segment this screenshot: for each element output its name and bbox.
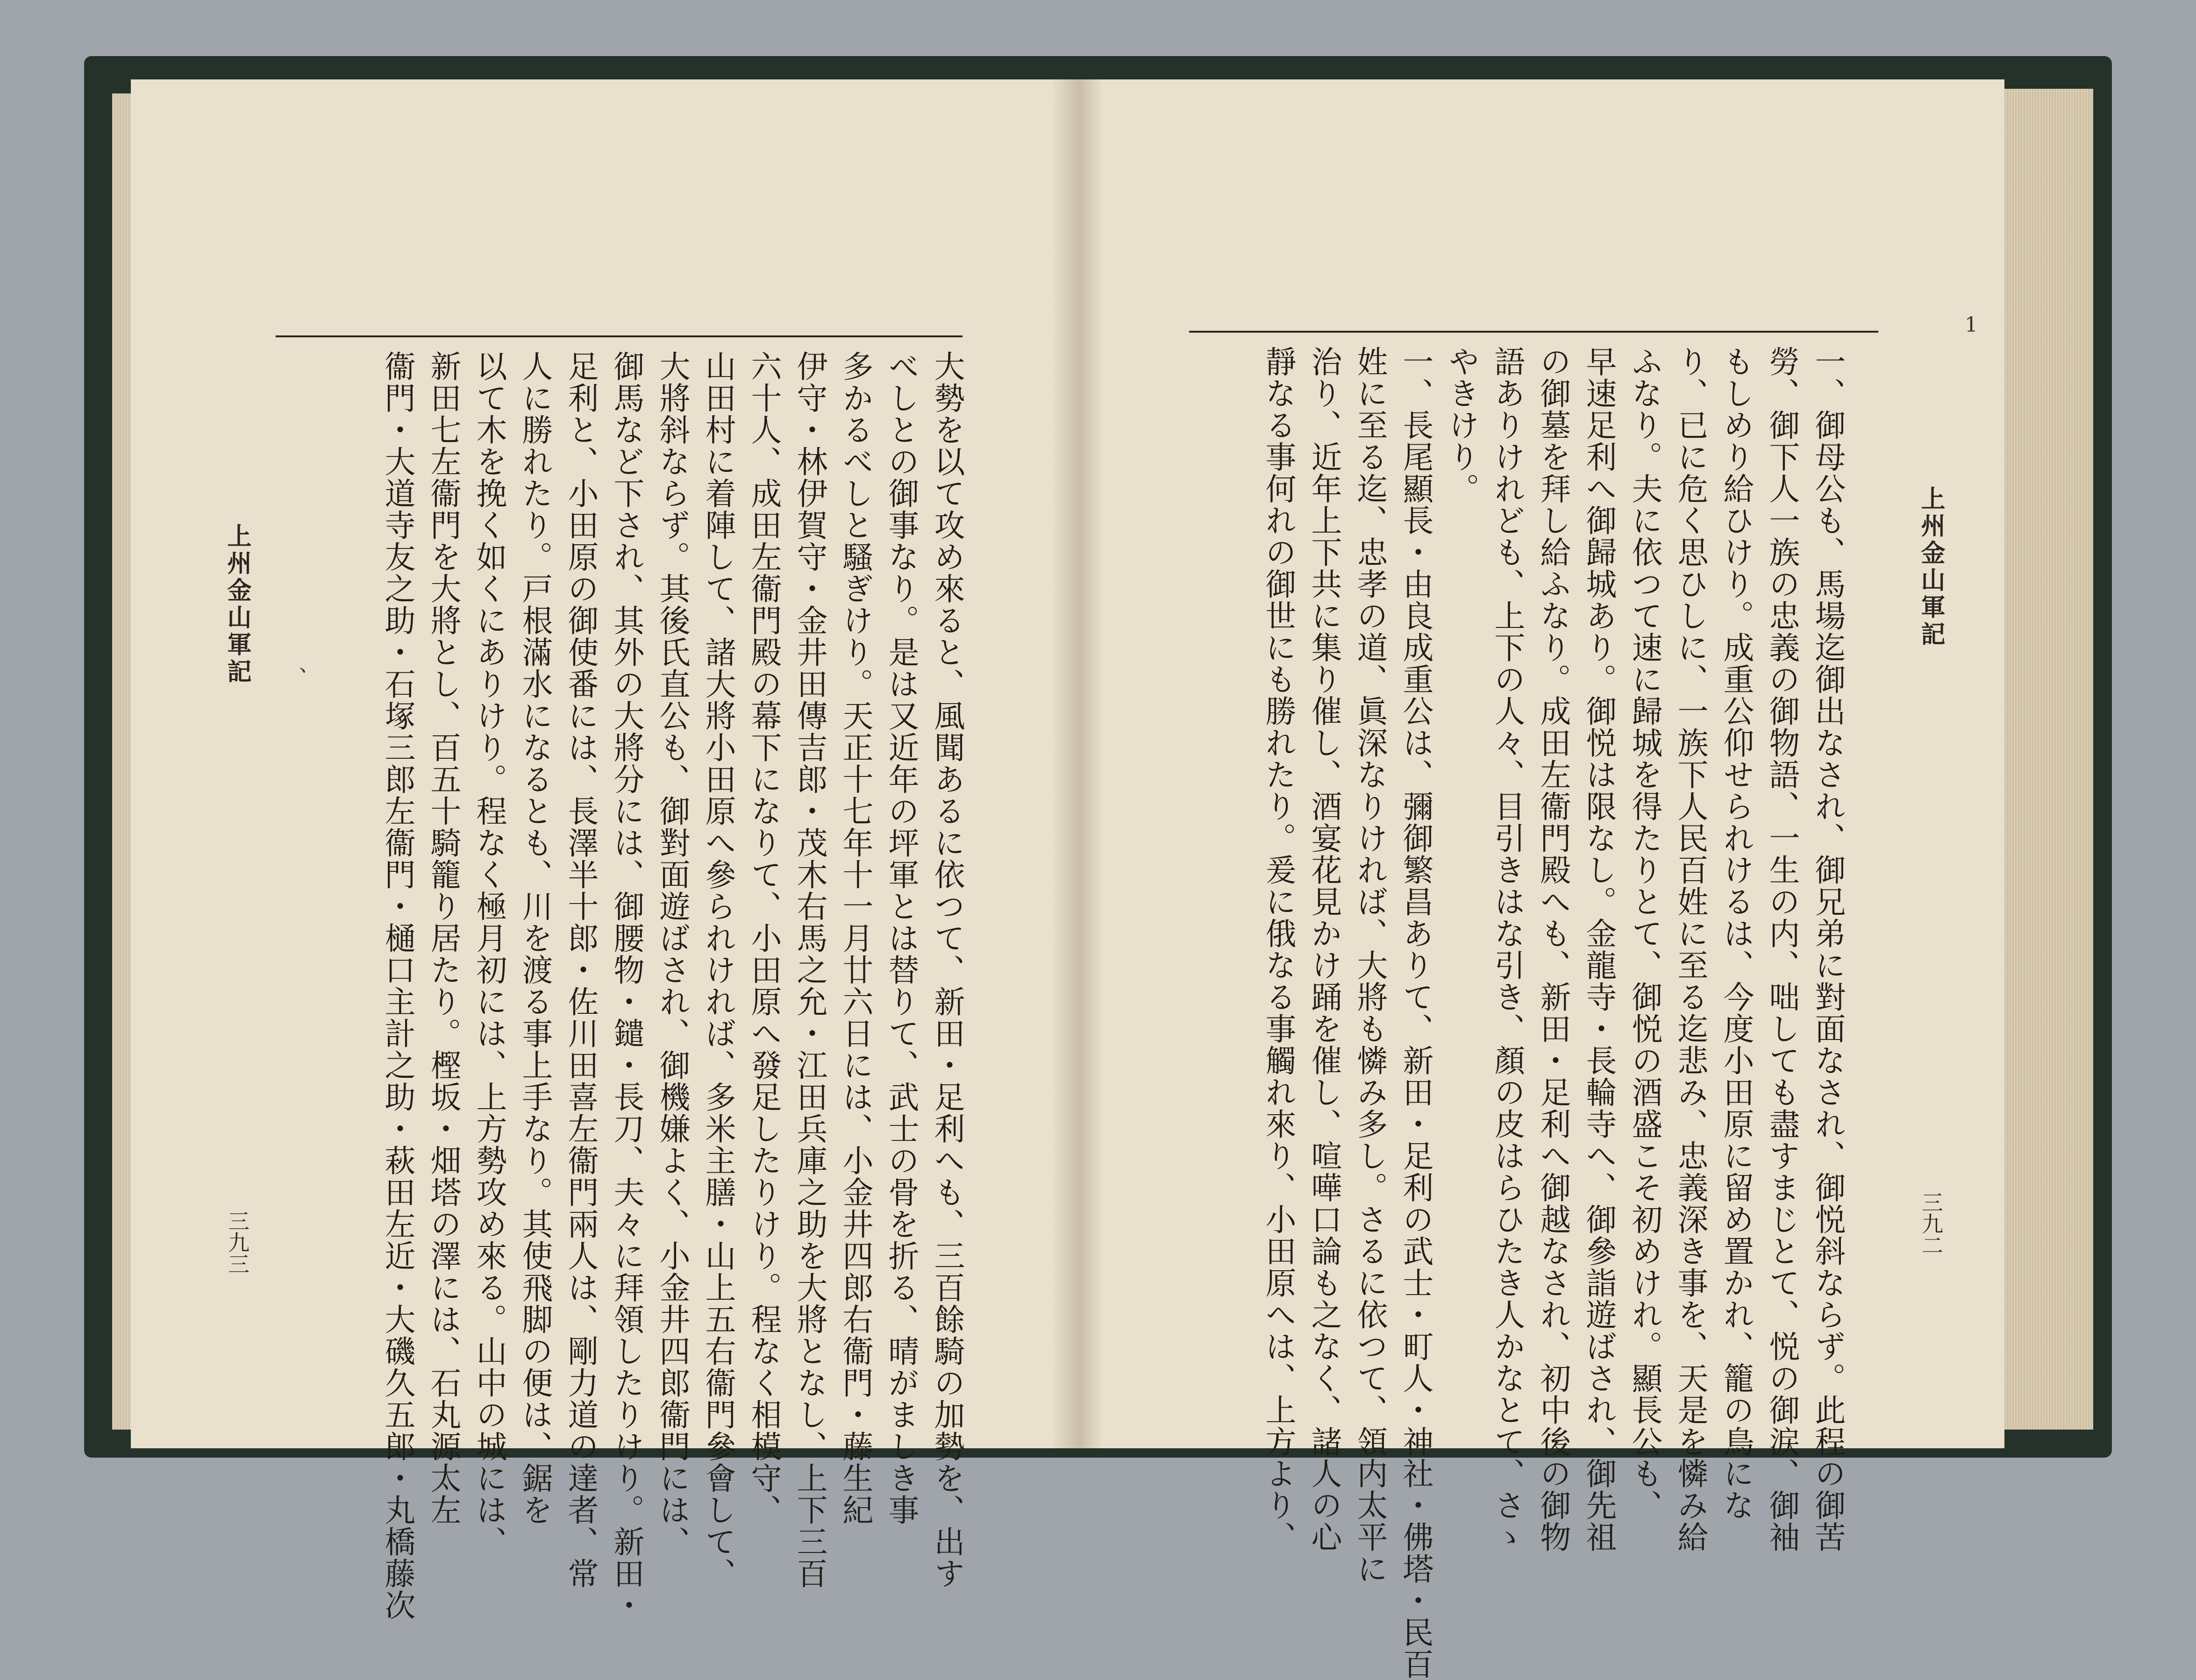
text-column: 大將斜ならず。其後氏直公も、御對面遊ばされ、御機嫌よく、小金井四郎衞門には、 [654, 350, 690, 1558]
text-column: やきけり。 [1443, 346, 1479, 505]
text-column: の御墓を拜し給ふなり。成田左衞門殿へも、新田・足利へ御越なされ、初中後の御物 [1535, 346, 1571, 1553]
left-page [131, 79, 1075, 1621]
text-column: もしめり給ひけり。成重公仰せられけるは、今度小田原に留め置かれ、籠の鳥にな [1718, 346, 1754, 1521]
text-column: 一、長尾顯長・由良成重公は、彌御繁昌ありて、新田・足利の武士・町人・神社・佛塔・民百 [1397, 346, 1433, 1680]
text-column: 姓に至る迄、忠孝の道、眞深なりければ、大將も憐み多し。さるに依つて、領内太平に [1352, 346, 1388, 1585]
text-column: べしとの御事なり。是は又近年の坪軍とは替りて、武士の骨を折る、晴がましき事 [883, 350, 919, 1526]
text-column: ふなり。夫に依つて速に歸城を得たりとて、御悦の酒盛こそ初めけれ。顯長公も、 [1626, 346, 1662, 1521]
right-page [1075, 79, 2004, 1680]
text-column: 大勢を以て攻め來ると、風聞あるに依つて、新田・足利へも、三百餘騎の加勢を、出す [929, 350, 965, 1589]
text-column: 多かるべしと騷ぎけり。天正十七年十一月廿六日には、小金井四郎右衞門・藤生紀 [837, 350, 873, 1526]
page-number: 三九三 [225, 1210, 250, 1274]
text-column: 治り、近年上下共に集り催し、酒宴花見かけ踊を催し、喧嘩口論も之なく、諸人の心 [1306, 346, 1342, 1553]
right-header-rule [1189, 331, 1878, 333]
text-column: 衞門・大道寺友之助・石塚三郎左衞門・樋口主計之助・萩田左近・大磯久五郎・丸橋藤次 [379, 350, 415, 1621]
text-column: 山田村に着陣して、諸大將小田原へ參られければ、多米主膳・山上五右衞門參會して、 [700, 350, 736, 1589]
left-header-rule [276, 335, 963, 337]
text-column: 語ありけれども、上下の人々、目引きはな引き、顏の皮はらひたき人かなとて、さゝ [1489, 346, 1525, 1553]
text-column: 足利と、小田原の御使番には、長澤半十郎・佐川田喜左衞門兩人は、剛力道の達者、常 [563, 350, 599, 1589]
text-column: 靜なる事何れの御世にも勝れたり。爰に俄なる事觸れ來り、小田原へは、上方より、 [1260, 346, 1296, 1553]
text-column: 人に勝れたり。戸根滿水になるとも、川を渡る事上手なり。其使飛脚の便は、鋸を [517, 350, 553, 1526]
text-column: 御馬など下され、其外の大將分には、御腰物・鑓・長刀、夫々に拜領したりけり。新田・ [608, 350, 644, 1621]
running-title: 上州金山軍記 [1917, 486, 1945, 648]
margin-mark: 、 [299, 652, 320, 676]
text-column: り、已に危く思ひしに、一族下人民百姓に至る迄悲み、忠義深き事を、天是を憐み給 [1672, 346, 1708, 1553]
running-title: 上州金山軍記 [223, 523, 251, 686]
text-column: 伊守・林伊賀守・金井田傳吉郎・茂木右馬之允・江田兵庫之助を大將となし、上下三百 [791, 350, 827, 1589]
page-number: 三九二 [1918, 1191, 1944, 1256]
page-block-right-edge [1995, 89, 2093, 1430]
text-column: 一、御母公も、馬場迄御出なされ、御兄弟に對面なされ、御悦斜ならず。此程の御苦 [1810, 346, 1846, 1553]
text-column: 早速足利へ御歸城あり。御悦は限なし。金龍寺・長輪寺へ、御參詣遊ばされ、御先祖 [1581, 346, 1617, 1553]
text-column: 六十人、成田左衞門殿の幕下になりて、小田原へ發足したりけり。程なく相模守、 [746, 350, 782, 1526]
book-gutter [1051, 79, 1103, 1448]
text-column: 新田七左衞門を大將とし、百五十騎籠り居たり。樫坂・畑塔の澤には、石丸源太左 [425, 350, 461, 1526]
left-page-body [374, 350, 970, 1621]
text-column: 以て木を挽く如くにありけり。程なく極月初には、上方勢攻め來る。山中の城には、 [471, 350, 507, 1558]
right-page-body [1255, 346, 1850, 1680]
text-column: 勞、御下人一族の忠義の御物語、一生の内、咄しても盡すまじとて、悦の御涙、御袖 [1764, 346, 1800, 1553]
margin-mark: 1 [1965, 313, 1978, 337]
